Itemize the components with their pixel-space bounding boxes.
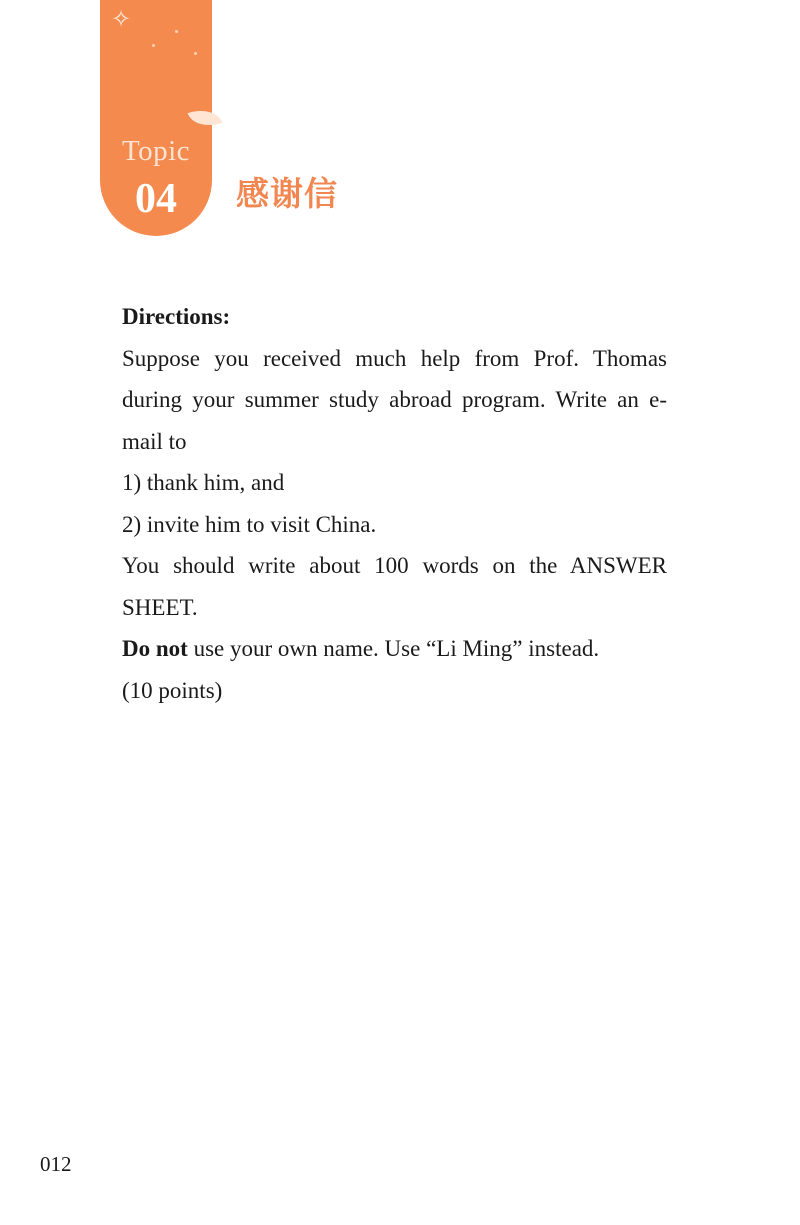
topic-tab (100, 0, 212, 236)
topic-number: 04 (135, 176, 177, 222)
star-dot (152, 44, 155, 47)
page-number: 012 (40, 1152, 72, 1176)
directions-section (122, 296, 667, 711)
sparkle-icon: ✧ (111, 5, 132, 33)
directions-paragraph: Suppose you received much help from Prof. Thomas during your summer study abroad program. Write an e-mail to (122, 345, 667, 454)
leaf-icon (188, 104, 223, 132)
star-dot (194, 52, 197, 55)
list-item: 2) invite him to visit China. (122, 511, 377, 537)
do-not-emphasis: Do not (122, 636, 188, 661)
list-item: 1) thank him, and (122, 470, 285, 495)
star-dot (175, 30, 178, 33)
topic-label: Topic (121, 135, 191, 167)
name-note-text: use your own name. Use “Li Ming” instead. (187, 636, 600, 661)
directions-heading: Directions: (122, 304, 231, 329)
word-count-instruction: You should write about 100 words on the ANSWER SHEET. (122, 553, 667, 620)
chinese-title: 感谢信 (236, 174, 338, 213)
name-note (122, 628, 667, 670)
points-label: (10 points) (122, 677, 223, 703)
